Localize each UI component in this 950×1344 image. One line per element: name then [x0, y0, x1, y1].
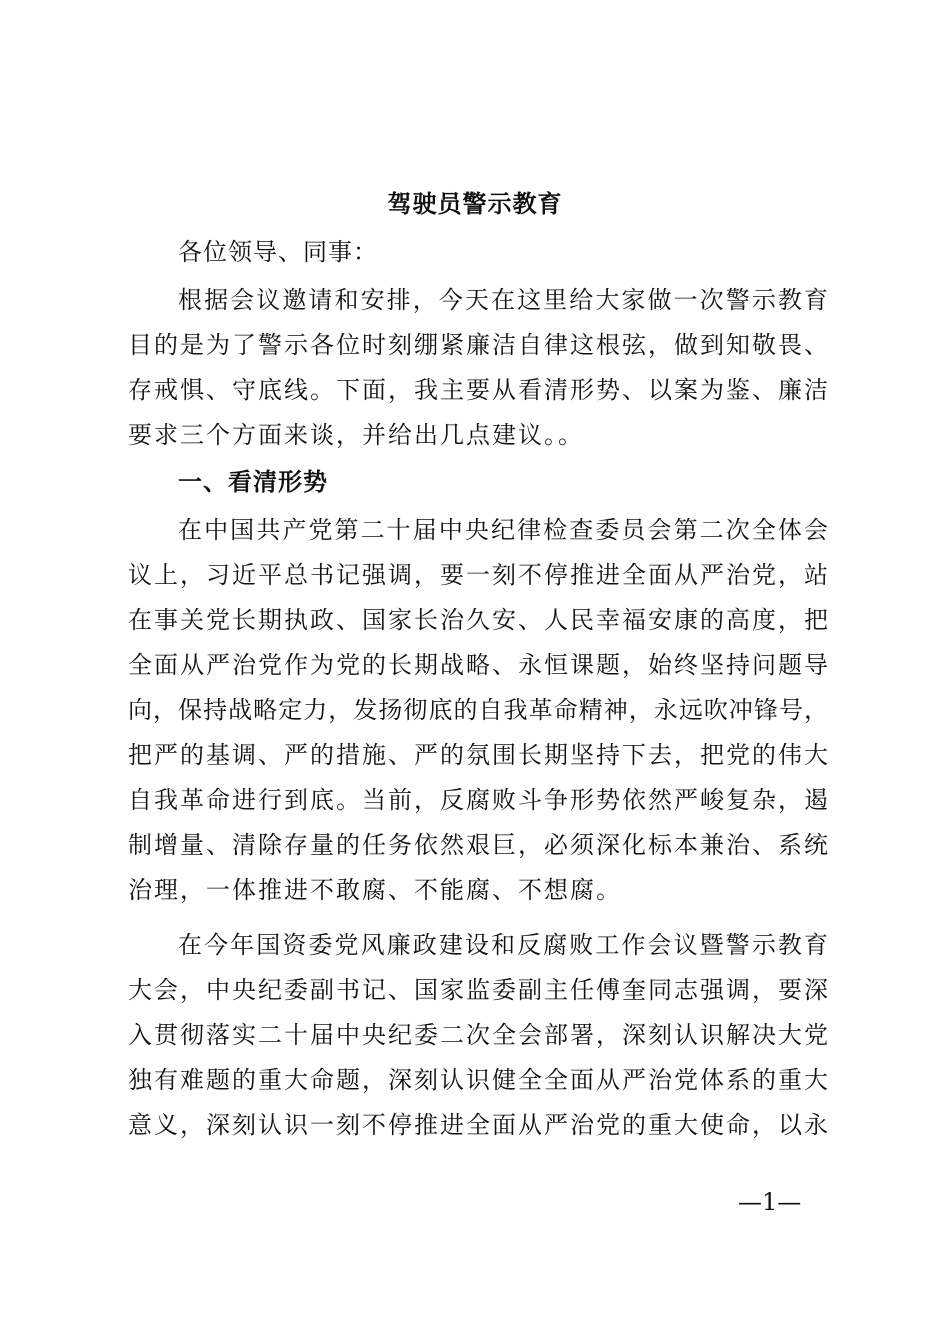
- paragraph-line: 制增量、清除存量的任务依然艰巨，必须深化标本兼治、系统: [128, 831, 828, 859]
- intro-line: 要求三个方面来谈，并给出几点建议。。: [128, 421, 584, 449]
- paragraph-line: 意义，深刻认识一刻不停推进全面从严治党的重大使命，以永: [128, 1111, 828, 1139]
- salutation: 各位领导、同事：: [178, 238, 378, 266]
- paragraph-line: 治理，一体推进不敢腐、不能腐、不想腐。: [128, 876, 622, 904]
- paragraph-line: 大会，中央纪委副书记、国家监委副主任傅奎同志强调，要深: [128, 976, 828, 1004]
- paragraph-line: 把严的基调、严的措施、严的氛围长期坚持下去，把党的伟大: [128, 741, 828, 769]
- paragraph-line: 在中国共产党第二十届中央纪律检查委员会第二次全体会: [178, 516, 828, 544]
- paragraph-line: 独有难题的重大命题，深刻认识健全全面从严治党体系的重大: [128, 1066, 828, 1094]
- paragraph-line: 在今年国资委党风廉政建设和反腐败工作会议暨警示教育: [178, 931, 828, 959]
- page-number: —1—: [738, 1188, 802, 1216]
- paragraph-line: 全面从严治党作为党的长期战略、永恒课题，始终坚持问题导: [128, 651, 828, 679]
- paragraph-line: 自我革命进行到底。当前，反腐败斗争形势依然严峻复杂，遏: [128, 786, 828, 814]
- paragraph-line: 议上，习近平总书记强调，要一刻不停推进全面从严治党，站: [128, 561, 828, 589]
- intro-line: 存戒惧、守底线。下面，我主要从看清形势、以案为鉴、廉洁: [128, 376, 828, 404]
- document-title: 驾驶员警示教育: [387, 189, 563, 218]
- intro-line: 目的是为了警示各位时刻绷紧廉洁自律这根弦，做到知敬畏、: [128, 331, 828, 359]
- paragraph-line: 入贯彻落实二十届中央纪委二次全会部署，深刻认识解决大党: [128, 1021, 828, 1049]
- paragraph-line: 向，保持战略定力，发扬彻底的自我革命精神，永远吹冲锋号，: [128, 696, 828, 724]
- paragraph-line: 在事关党长期执政、国家长治久安、人民幸福安康的高度，把: [128, 606, 828, 634]
- section-heading: 一、看清形势: [178, 467, 328, 496]
- intro-line: 根据会议邀请和安排，今天在这里给大家做一次警示教育: [178, 286, 828, 314]
